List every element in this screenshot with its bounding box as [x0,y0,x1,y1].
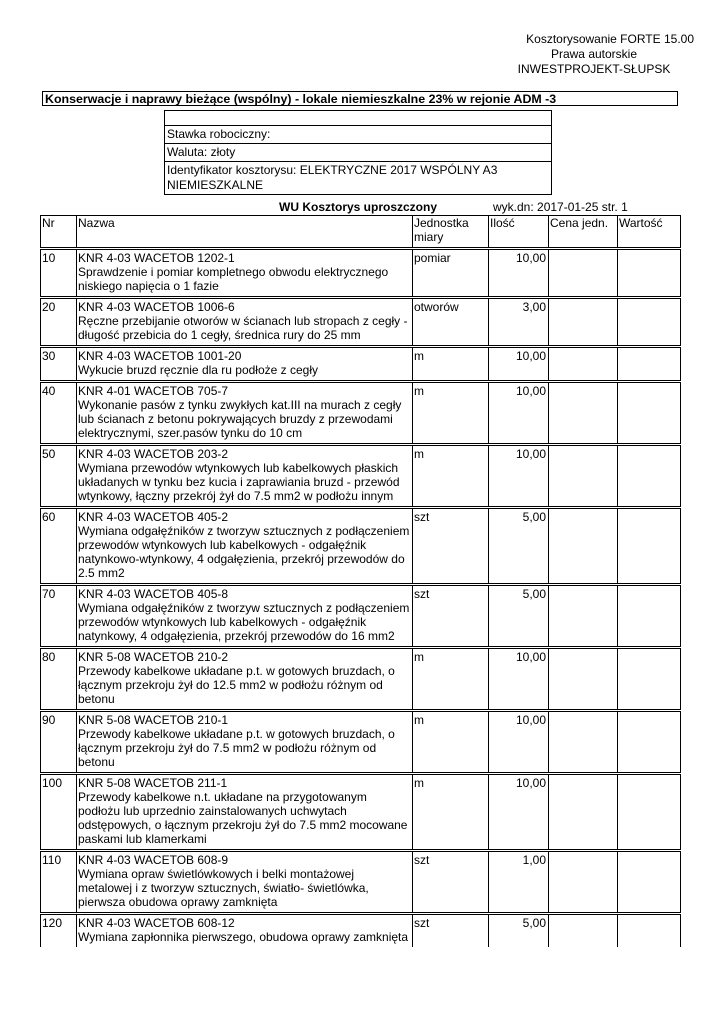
row-nr: 100 [41,774,77,851]
row-nr: 120 [41,914,77,948]
row-nr: 70 [41,585,77,648]
row-qty: 10,00 [489,347,549,382]
row-value [618,711,681,774]
row-unit: szt [413,851,489,914]
row-code: KNR 4-03 WACETOB 1202-1 [78,251,235,265]
row-unit: szt [413,585,489,648]
license-holder: INWESTPROJEKT-SŁUPSK [517,62,671,76]
row-nazwa [77,347,413,382]
row-value [618,249,681,298]
row-code: KNR 4-03 WACETOB 608-12 [78,916,235,930]
table-row [41,774,681,851]
row-unit: pomiar [413,249,489,298]
row-nazwa [77,508,413,585]
row-unit: m [413,711,489,774]
row-nr: 30 [41,347,77,382]
table-row [41,347,681,382]
row-unit: m [413,445,489,508]
copyright-label: Prawa autorskie [550,47,638,61]
row-nazwa [77,648,413,711]
col-nr: Nr [41,216,77,249]
row-qty: 10,00 [489,382,549,445]
row-value [618,648,681,711]
row-price [549,851,618,914]
row-description: Przewody kabelkowe układane p.t. w gotowych bruzdach, o łącznym przekroju żył do 7.5 mm2 w podłożu różnym od betonu [78,727,395,769]
row-code: KNR 4-03 WACETOB 608-9 [78,853,229,867]
row-price [549,585,618,648]
row-unit: szt [413,914,489,948]
col-wartosc: Wartość [618,216,681,249]
row-unit: m [413,382,489,445]
row-description: Wykucie bruzd ręcznie dla ru podłoże z cegły [78,363,319,377]
row-qty: 5,00 [489,914,549,948]
software-name: Kosztorysowanie FORTE 15.00 [526,32,694,46]
row-nazwa [77,445,413,508]
row-qty: 10,00 [489,648,549,711]
row-value [618,851,681,914]
row-value [618,508,681,585]
date-page-label: wyk.dn: 2017-01-25 str. 1 [493,200,628,214]
table-row [41,382,681,445]
row-description: Wykonanie pasów z tynku zwykłych kat.III na murach z cegły lub ścianach z betonu pokrywających bruzdy z przewodami elektrycznymi, szer.pasów tynku do 10 cm [78,398,402,440]
row-qty: 10,00 [489,249,549,298]
row-nr: 90 [41,711,77,774]
table-row [41,648,681,711]
row-price [549,382,618,445]
col-ilosc: Ilość [489,216,549,249]
row-value [618,347,681,382]
row-description: Sprawdzenie i pomiar kompletnego obwodu elektrycznego niskiego napięcia o 1 fazie [78,265,389,293]
table-row [41,445,681,508]
row-nazwa [77,774,413,851]
row-price [549,774,618,851]
row-qty: 10,00 [489,711,549,774]
table-row [41,914,681,948]
row-description: Przewody kabelkowe układane p.t. w gotowych bruzdach, o łącznym przekroju żył do 12.5 mm2 w podłożu różnym od betonu [78,664,395,706]
row-code: KNR 4-03 WACETOB 405-8 [78,587,229,601]
row-code: KNR 4-03 WACETOB 203-2 [78,447,229,461]
table-row [41,249,681,298]
col-cena: Cena jedn. [549,216,618,249]
row-description: Wymiana opraw świetlówkowych i belki montażowej metalowej i z tworzyw sztucznych, światło- świetlówka, pierwsza obudowa oprawy zamknięta [78,867,369,909]
estimate-type: WU Kosztorys uproszczony [279,200,438,214]
row-nr: 40 [41,382,77,445]
row-nr: 50 [41,445,77,508]
row-nr: 10 [41,249,77,298]
row-nr: 80 [41,648,77,711]
row-description: Wymiana zapłonnika pierwszego, obudowa oprawy zamknięta [78,930,409,944]
table-header [41,216,681,249]
row-description: Wymiana przewodów wtynkowych lub kabelkowych płaskich układanych w tynku bez kucia i zaprawiania bruzd - przewód wtynkowy, łączny przekrój żył do 7.5 mm2 w podłożu innym [78,461,400,503]
document-title: Konserwacje i naprawy bieżące (wspólny) - lokale niemieszkalne 23% w rejonie ADM -3 [42,91,678,106]
row-price [549,347,618,382]
row-description: Wymiana odgałęźników z tworzyw sztucznych z podłączeniem przewodów wtynkowych lub kabelkowych - odgałęźnik natynkowy, 4 odgałęzienia, przekrój przewodów do 16 mm2 [78,601,410,643]
row-description: Ręczne przebijanie otworów w ścianach lub stropach z cegły - długość przebicia do 1 cegły, średnica rury do 25 mm [78,314,408,342]
info-blank-row [165,111,551,126]
row-unit: m [413,347,489,382]
table-row [41,298,681,347]
table-row [41,851,681,914]
row-description: Wymiana odgałęźników z tworzyw sztucznych z podłączeniem przewodów wtynkowych lub kabelkowych - odgałęźnik natynkowo-wtynkowy, 4 odgałęzienia, przekrój przewodów do 2.5 mm2 [78,524,410,580]
col-nazwa: Nazwa [77,216,413,249]
row-price [549,508,618,585]
software-header [494,32,694,77]
row-nazwa [77,298,413,347]
identyfikator-row: Identyfikator kosztorysu: ELEKTRYCZNE 2017 WSPÓLNY A3 NIEMIESZKALNE [167,163,498,192]
row-code: KNR 4-03 WACETOB 405-2 [78,510,229,524]
row-qty: 3,00 [489,298,549,347]
row-nazwa [77,382,413,445]
table-row [41,711,681,774]
row-qty: 10,00 [489,774,549,851]
row-description: Przewody kabelkowe n.t. układane na przygotowanym podłożu lub uprzednio zainstalowanych uchwytach odstępowych, o łącznym przekroju żył do 7.5 mm2 mocowane paskami lub klamerkami [78,790,408,846]
row-nazwa [77,585,413,648]
estimate-table [40,215,681,947]
row-qty: 1,00 [489,851,549,914]
row-value [618,585,681,648]
col-jednostka: Jednostka miary [413,216,489,249]
row-value [618,445,681,508]
row-price [549,914,618,948]
row-code: KNR 4-03 WACETOB 1001-20 [78,349,242,363]
row-nazwa [77,851,413,914]
info-box [164,110,552,195]
row-price [549,648,618,711]
row-nazwa [77,249,413,298]
row-nazwa [77,914,413,948]
row-code: KNR 4-03 WACETOB 1006-6 [78,300,235,314]
row-unit: m [413,648,489,711]
row-price [549,445,618,508]
row-qty: 5,00 [489,585,549,648]
row-value [618,774,681,851]
row-qty: 10,00 [489,445,549,508]
row-nr: 20 [41,298,77,347]
row-value [618,382,681,445]
row-price [549,711,618,774]
row-value [618,298,681,347]
table-row [41,585,681,648]
row-code: KNR 5-08 WACETOB 211-1 [78,776,228,790]
row-qty: 5,00 [489,508,549,585]
row-price [549,249,618,298]
row-nr: 60 [41,508,77,585]
row-price [549,298,618,347]
row-nazwa [77,711,413,774]
row-code: KNR 5-08 WACETOB 210-1 [78,713,229,727]
row-code: KNR 5-08 WACETOB 210-2 [78,650,229,664]
row-value [618,914,681,948]
row-unit: otworów [413,298,489,347]
stawka-row: Stawka robociczny: [165,126,551,144]
waluta-row: Waluta: złoty [165,144,551,162]
row-unit: m [413,774,489,851]
row-code: KNR 4-01 WACETOB 705-7 [78,384,229,398]
row-nr: 110 [41,851,77,914]
row-unit: szt [413,508,489,585]
table-row [41,508,681,585]
